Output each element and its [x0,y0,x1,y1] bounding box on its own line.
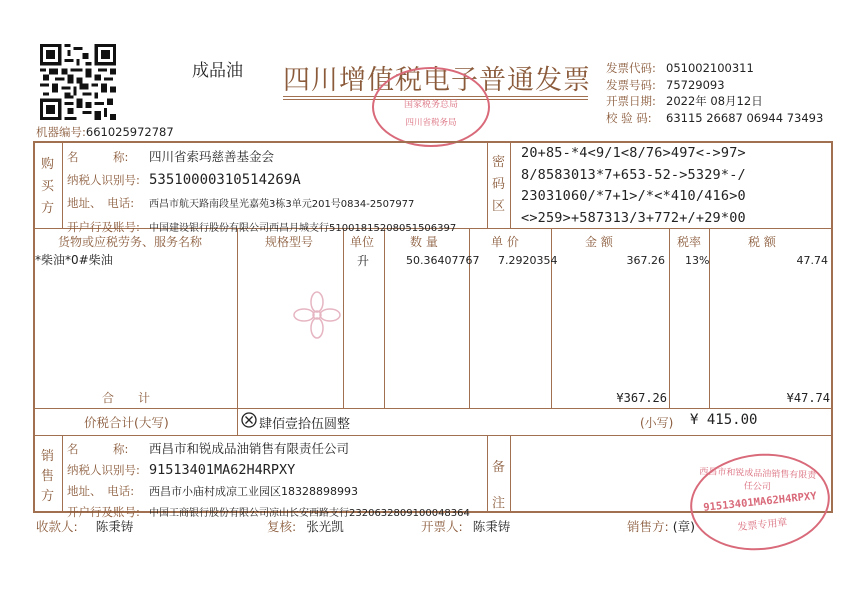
grand-total-words: 肆佰壹拾伍圆整 [259,417,351,432]
seller-invoice-stamp [685,447,834,557]
seller-side-label [41,447,54,507]
total-label: 合 计 [102,391,151,405]
buyer-tax-id: 53510000310514269A [149,172,301,188]
footer-payee [36,517,133,535]
invoice-date [606,93,823,110]
buyer-side-char: 买 [41,179,55,194]
seller-name: 西昌市和锐成品油销售有限责任公司 [149,441,350,456]
check-code-label: 校 验 码: [606,110,652,125]
reviewer-label: 复核: [267,519,297,534]
circle-x-icon [241,412,257,428]
item-unit: 升 [357,254,370,268]
payee-label: 收款人: [36,519,78,534]
cipher-side-char: 码 [492,177,506,192]
buyer-name-label: 名 称: [67,150,129,164]
seller-stamp-sub: 发票专用章 [737,517,788,534]
remark-side-char: 备 [492,460,506,475]
invoice-number-label: 发票号码: [606,77,656,92]
seller-name-label: 名 称: [67,442,129,456]
item-name: *柴油*0#柴油 [35,253,113,267]
remark-side-label [492,450,505,522]
grand-total-value: ¥ 415.00 [690,412,758,428]
buyer-side-char: 方 [41,201,55,216]
grand-total-label: 价税合计(大写) [84,415,169,430]
seller-tax-label: 纳税人识别号: [67,463,140,477]
buyer-addr-label: 地址、 电话: [67,196,135,210]
seller-side-char: 售 [41,469,55,484]
payee-value: 陈秉铸 [95,519,134,534]
tax-bureau-stamp-sub: 四川省税务局 [405,118,457,128]
item-rate: 13% [685,254,710,267]
col-header-rate: 税率 [677,235,702,249]
invoice-code-value: 051002100311 [666,61,754,75]
seller-side-char: 方 [41,489,55,504]
invoice-code-label: 发票代码: [606,61,656,75]
invoice-date-value: 2022年 08月12日 [666,94,763,108]
machine-number-label: 机器编号: [36,125,86,139]
cipher-area [521,143,746,229]
machine-number-value: 661025972787 [85,125,174,139]
buyer-name: 四川省索玛慈善基金会 [149,149,275,164]
seller-addr-label: 地址、 电话: [67,484,135,498]
cipher-side-label [492,152,505,218]
seller-side-char: 销 [41,449,55,464]
col-header-qty: 数 量 [410,235,438,249]
col-header-unit: 单位 [350,235,375,249]
seller-address: 西昌市小庙村成凉工业园区18328898993 [149,485,358,498]
buyer-side-char: 购 [41,157,55,172]
seller-bank-label: 开户行及账号: [67,505,140,519]
cipher-line: 20+85-*4<9/1<8/76>497<->97> [521,145,746,161]
buyer-side-label [41,154,54,220]
invoice-title: 四川增值税电子普通发票 [283,65,591,96]
check-code-value: 63115 26687 06944 73493 [666,110,824,125]
total-tax: ¥47.74 [786,391,830,405]
cipher-line: 23031060/*7+1>/*<*410/416>0 [521,188,746,204]
seller-stamp-tax-id: 91513401MA62H4RPXY [702,490,818,514]
cipher-line: 8/8583013*7+653-52->5329*-/ [521,166,746,183]
buyer-tax-label: 纳税人识别号: [67,173,140,187]
cipher-side-char: 区 [492,199,506,214]
buyer-address: 西昌市航天路南段星光嘉苑3栋3单元201号0834-2507977 [149,199,415,210]
footer-seller-seal [627,517,695,535]
buyer-bank-label: 开户行及账号: [67,220,140,234]
seller-stamp-name: 西昌市和锐成品油销售有限责任公司 [699,467,817,493]
tax-bureau-stamp-text: 国家税务总局 [403,100,458,110]
header-info [606,60,823,126]
check-code [606,110,823,127]
cipher-side-char: 密 [492,155,506,170]
seller-info [67,438,470,523]
drawer-value: 陈秉铸 [472,519,511,534]
col-header-price: 单 价 [491,235,519,249]
tax-bureau-stamp [372,67,490,147]
invoice-date-label: 开票日期: [606,94,656,108]
reviewer-value: 张光凯 [306,519,344,534]
grand-total-small-label: (小写) [640,416,674,430]
item-price: 7.2920354 [498,254,558,267]
buyer-bank: 中国建设银行股份有限公司西昌月城支行51001815208051506397 [149,223,457,234]
invoice-code [606,60,823,77]
footer-drawer [421,517,510,535]
item-tax: 47.74 [796,254,828,267]
col-header-spec: 规格型号 [265,235,314,249]
seller-seal-value: (章) [672,519,695,534]
drawer-label: 开票人: [421,519,463,534]
seller-bank: 中国工商银行股份有限公司凉山长安西路支行2320632809100048364 [149,508,470,519]
col-header-name: 货物或应税劳务、服务名称 [58,235,203,249]
qr-code-icon [40,44,116,120]
col-header-amount: 金 额 [585,235,613,249]
cipher-line: <>259>+587313/3+772+/+29*00 [521,209,746,226]
buyer-info [67,145,456,239]
invoice-number [606,77,823,94]
footer-reviewer [267,517,344,535]
total-amount: ¥367.26 [616,391,667,405]
item-qty: 50.36407767 [406,254,480,267]
col-header-tax: 税 额 [748,235,776,249]
product-label: 成品油 [192,61,243,81]
seller-tax-id: 91513401MA62H4RPXY [149,462,296,478]
invoice-number-value: 75729093 [666,77,725,92]
flower-watermark-icon [290,288,344,342]
machine-number [36,124,174,140]
item-amount: 367.26 [626,254,665,267]
remark-side-char: 注 [492,496,506,511]
seller-seal-label: 销售方: [627,519,669,534]
